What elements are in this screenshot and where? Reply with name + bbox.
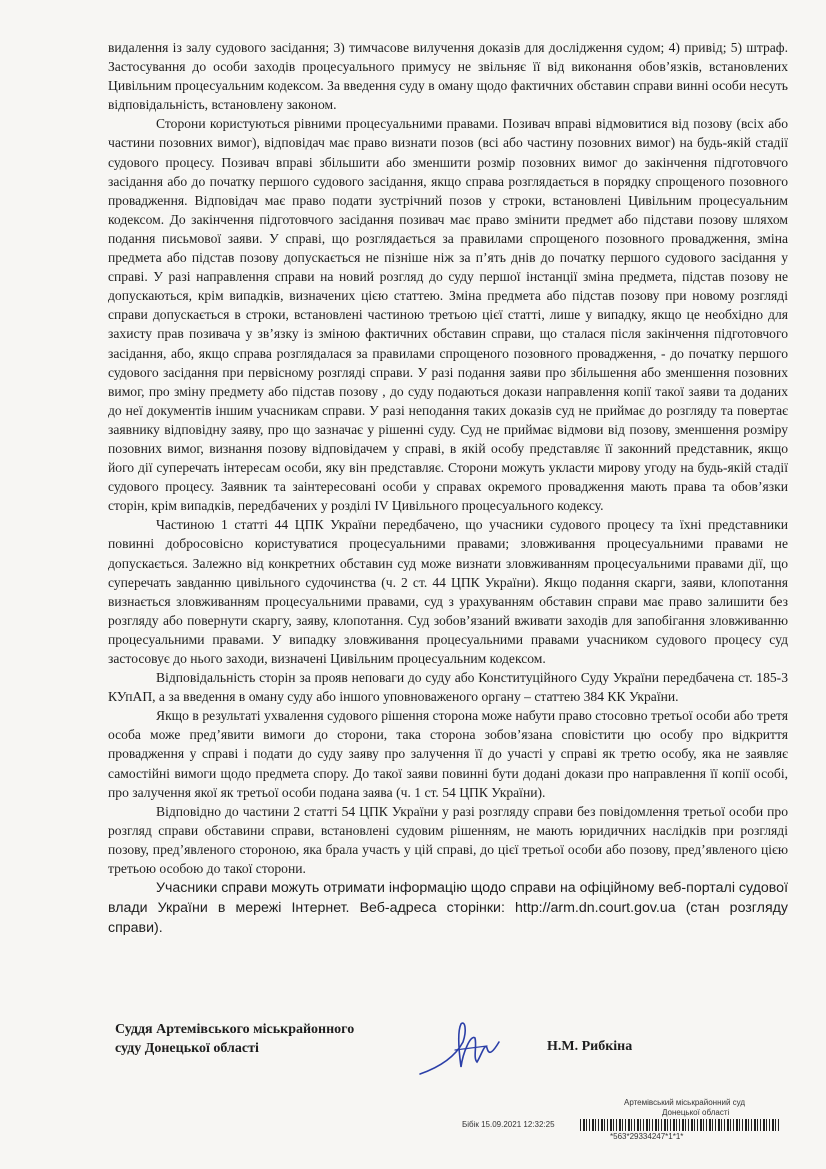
judge-title: Суддя Артемівського міськрайонного суду Донецької області <box>115 1022 355 1056</box>
footer-court-name: Артемівський міськрайонний суд <box>624 1098 746 1107</box>
document-id: *563*29334247*1*1* <box>610 1132 684 1141</box>
footer-court-region: Донецької області <box>662 1108 730 1117</box>
registration-stamp: Бібік 15.09.2021 12:32:25 <box>462 1120 555 1129</box>
paragraph-abuse-of-rights: Частиною 1 статті 44 ЦПК України передбачено, що учасники судового процесу та їхні представники повинні добросовісно користуватися процесуальними правами; зловживання процесуальними правами не допускається. Залежно від конкретних обставин суд може визнати зловживанням процесуальними правами дії, що суперечать завданню цивільного судочинства (ч. 2 ст. 44 ЦПК України). Якщо подання скарги, заяви, клопотання визнається зловживанням процесуальними правами, суд з урахуванням обставин справи має право залишити без розгляду або повернути скаргу, заяву, клопотання. Суд зобов’язаний вживати заходів для запобігання зловживанню процесуальними правами. У випадку зловживання процесуальними правами учасником судового процесу суд застосовує до нього заходи, визначені Цивільним процесуальним кодексом. <box>108 517 788 666</box>
paragraph-coercion-measures: видалення із залу судового засідання; 3) тимчасове вилучення доказів для дослідження судом; 4) привід; 5) штраф. Застосування до особи заходів процесуального примусу не звільняє її від виконання обов’язків, встановлених Цивільним процесуальним кодексом. За введення суду в оману щодо фактичних обставин справи винні особи несуть відповідальність, встановлену законом. <box>108 40 788 113</box>
handwritten-signature <box>415 1012 525 1082</box>
paragraph-third-party-consequences: Відповідно до частини 2 статті 54 ЦПК України у разі розгляду справи без повідомлення третьої особи про розгляд справи обставини справи, встановлені судовим рішенням, не мають юридичних наслідків при розгляді позову, пред’явленого стороною, яка брала участь у цій справі, до цієї третьої особи або позову, пред’явленого цією третьою особою до такої сторони. <box>108 803 788 877</box>
barcode <box>580 1119 780 1131</box>
paragraph-liability: Відповідальність сторін за прояв неповаги до суду або Конституційного Суду України передбачена ст. 185-3 КУпАП, а за введення в оману суду або іншого уповноваженого органу – статтею 384 КК України. <box>108 670 788 705</box>
paragraph-party-rights: Сторони користуються рівними процесуальними правами. Позивач вправі відмовитися від позову (всіх або частини позовних вимог), відповідач має право визнати позов (всі або частину позовних вимог) на будь-якій стадії судового процесу. Позивач вправі збільшити або зменшити розмір позовних вимог до закінчення підготовчого засідання або до початку першого судового засідання, якщо справа розглядається в порядку спрощеного позовного провадження. Відповідач має право подати зустрічний позов у строки, встановлені Цивільним процесуальним кодексом. До закінчення підготовчого засідання позивач має право змінити предмет або підстави позову шляхом подання письмової заяви. У справі, що розглядається за правилами спрощеного позовного провадження, зміна предмета або підстав позову допускається не пізніше ніж за п’ять днів до початку першого судового засідання у справі. У разі направлення справи на новий розгляд до суду першої інстанції зміна предмета, підстав позову не допускаються, крім випадків, визначених цією статтею. Зміна предмета або підстав позову при новому розгляді справи допускається в строки, встановлені частиною третьою цієї статті, лише у випадку, якщо це необхідно для захисту прав позивача у зв’язку із зміною фактичних обставин справи, що сталася після закінчення підготовчого засідання, або, якщо справа розглядалася за правилами спрощеного позовного провадження, - до початку першого судового засідання при первісному розгляді справи. У разі подання заяви про збільшення або зменшення позовних вимог, про зміну предмету або підстав позову , до суду подаються докази направлення копії такої заяви та доданих до неї документів іншим учасникам справи. У разі неподання таких доказів суд не приймає до розгляду та повертає заявнику відповідну заяву, про що зазначає у рішенні суду. Суд не приймає відмови від позову, зменшення розміру позовних вимог, визнання позову відповідачем у справі, в якій особу представляє її законний представник, якщо його дії суперечать інтересам особи, яку він представляє. Сторони можуть укласти мирову угоду на будь-якій стадії судового процесу. Заявник та заінтересовані особи у справах окремого провадження мають права та обов’язки сторін, крім випадків, передбачених у розділі IV Цивільного процесуального кодексу. <box>108 116 788 514</box>
paragraph-web-portal: Учасники справи можуть отримати інформацію щодо справи на офіційному веб-порталі судової влади України в мережі Інтернет. Веб-адреса сторінки: http://arm.dn.court.gov.ua (стан розгляду справи). <box>108 880 789 937</box>
judge-name: Н.М. Рибкіна <box>547 1039 633 1054</box>
document-body <box>108 38 788 938</box>
signature-block <box>115 1020 675 1080</box>
paragraph-third-party: Якщо в результаті ухвалення судового рішення сторона може набути право стосовно третьої особи або третя особа може пред’явити вимоги до сторони, така сторона зобов’язана сповістити цю особу про відкриття провадження у справі і подати до суду заяву про залучення її до участі у справі як третю особу, яка не заявляє самостійні вимоги щодо предмета спору. До такої заяви повинні бути додані докази про направлення її копії особі, про залучення якої як третьої особи подана заява (ч. 1 ст. 54 ЦПК України). <box>108 708 788 800</box>
